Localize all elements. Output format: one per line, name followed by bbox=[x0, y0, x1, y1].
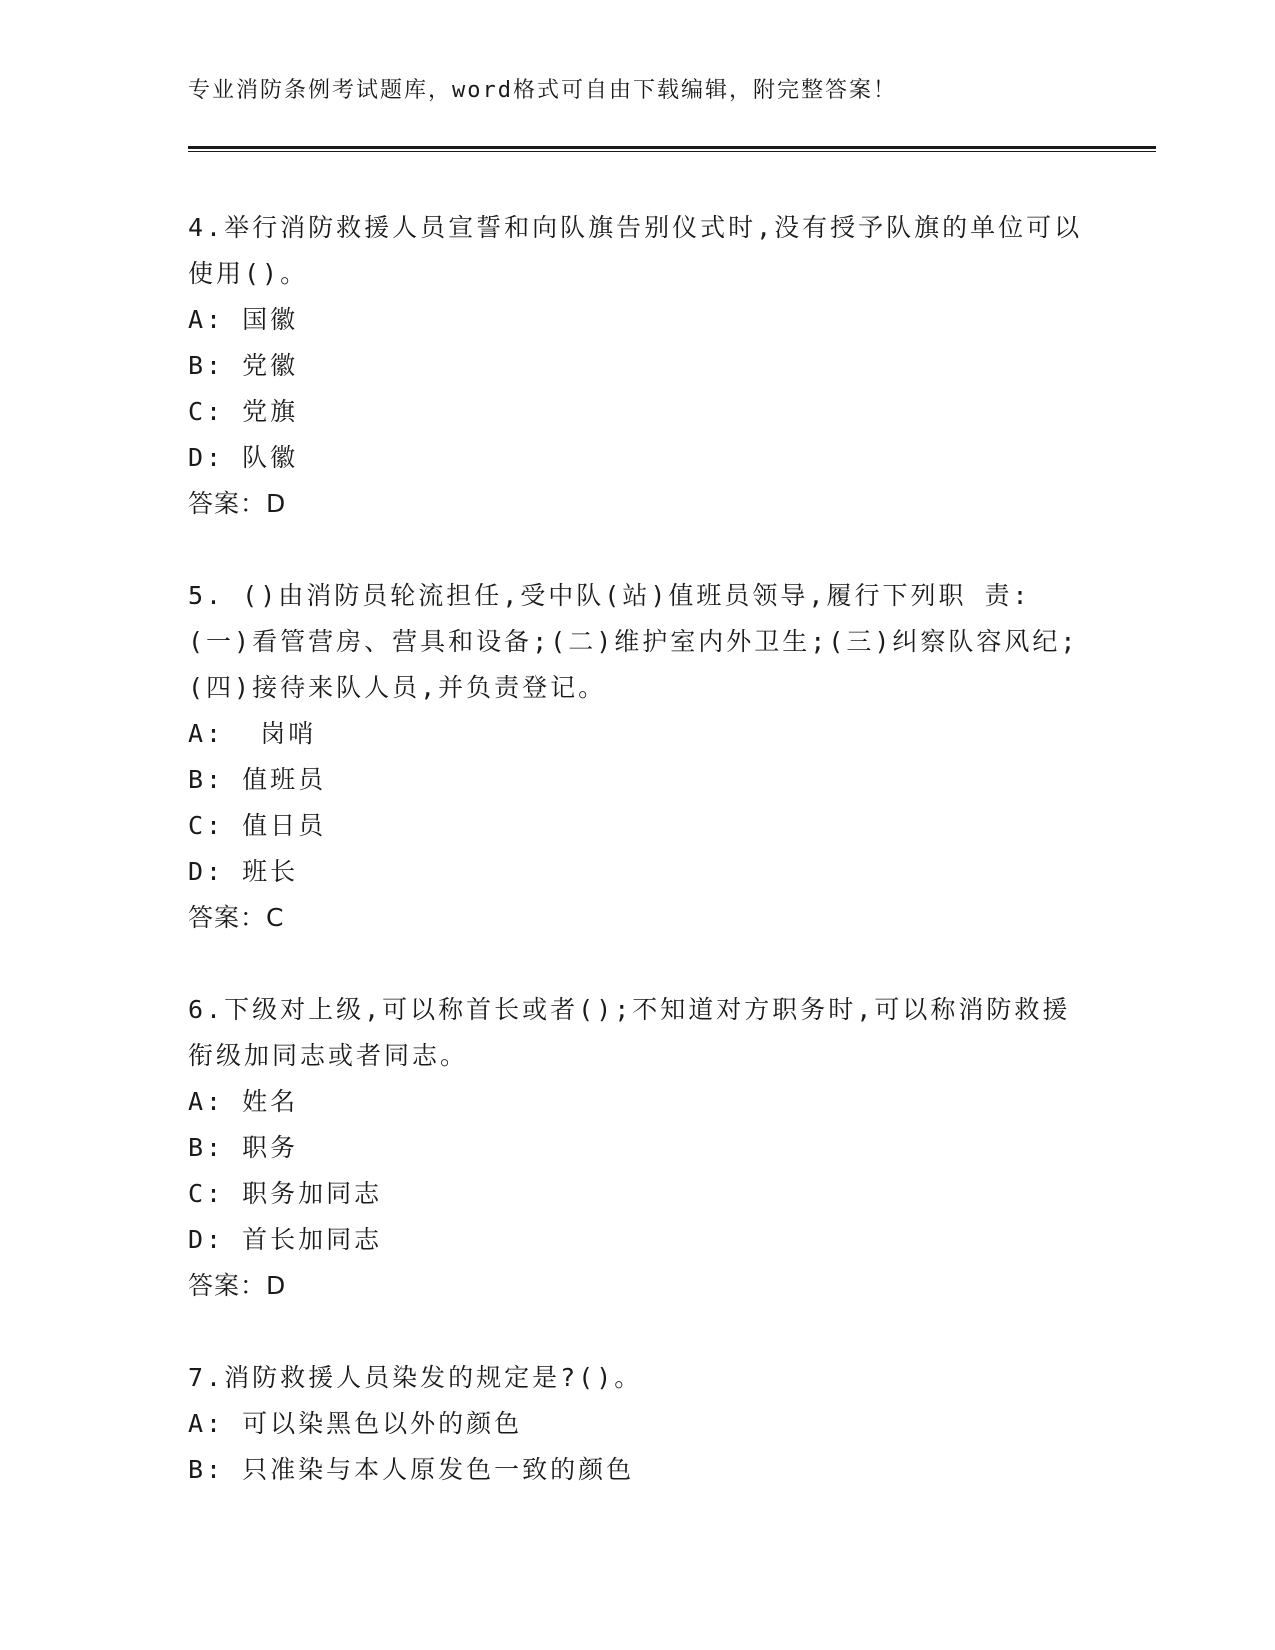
question-text: 4.举行消防救援人员宣誓和向队旗告别仪式时,没有授予队旗的单位可以使用()。 bbox=[188, 213, 1083, 288]
option-d: D: 班长 bbox=[188, 857, 299, 886]
answer: 答案：D bbox=[188, 489, 287, 518]
question-7 bbox=[188, 1355, 1088, 1493]
document-header: 专业消防条例考试题库，word格式可自由下载编辑，附完整答案！ bbox=[188, 78, 897, 103]
option-a: A: 可以染黑色以外的颜色 bbox=[188, 1409, 523, 1438]
option-a: A: 姓名 bbox=[188, 1087, 299, 1116]
question-text: 5. ()由消防员轮流担任,受中队(站)值班员领导,履行下列职 责:(一)看管营房、营具和设备;(二)维护室内外卫生;(三)纠察队容风纪;(四)接待来队人员,并负责登记。 bbox=[188, 581, 1079, 702]
question-4 bbox=[188, 205, 1088, 527]
option-b: B: 党徽 bbox=[188, 351, 299, 380]
question-list bbox=[188, 205, 1088, 1539]
header-rule-thin bbox=[188, 151, 1156, 152]
question-5 bbox=[188, 573, 1088, 941]
option-d: D: 首长加同志 bbox=[188, 1225, 383, 1254]
option-c: C: 职务加同志 bbox=[188, 1179, 383, 1208]
option-c: C: 值日员 bbox=[188, 811, 327, 840]
option-a: A: 国徽 bbox=[188, 305, 299, 334]
question-text: 7.消防救援人员染发的规定是?()。 bbox=[188, 1363, 643, 1392]
option-a: A: 岗哨 bbox=[188, 719, 317, 748]
option-d: D: 队徽 bbox=[188, 443, 299, 472]
question-text: 6.下级对上级,可以称首长或者();不知道对方职务时,可以称消防救援衔级加同志或者同志。 bbox=[188, 995, 1071, 1070]
question-6 bbox=[188, 987, 1088, 1309]
header-rule-thick bbox=[188, 146, 1156, 149]
answer: 答案：C bbox=[188, 903, 285, 932]
option-b: B: 职务 bbox=[188, 1133, 299, 1162]
option-b: B: 只准染与本人原发色一致的颜色 bbox=[188, 1455, 635, 1484]
option-c: C: 党旗 bbox=[188, 397, 299, 426]
option-b: B: 值班员 bbox=[188, 765, 327, 794]
answer: 答案：D bbox=[188, 1271, 287, 1300]
